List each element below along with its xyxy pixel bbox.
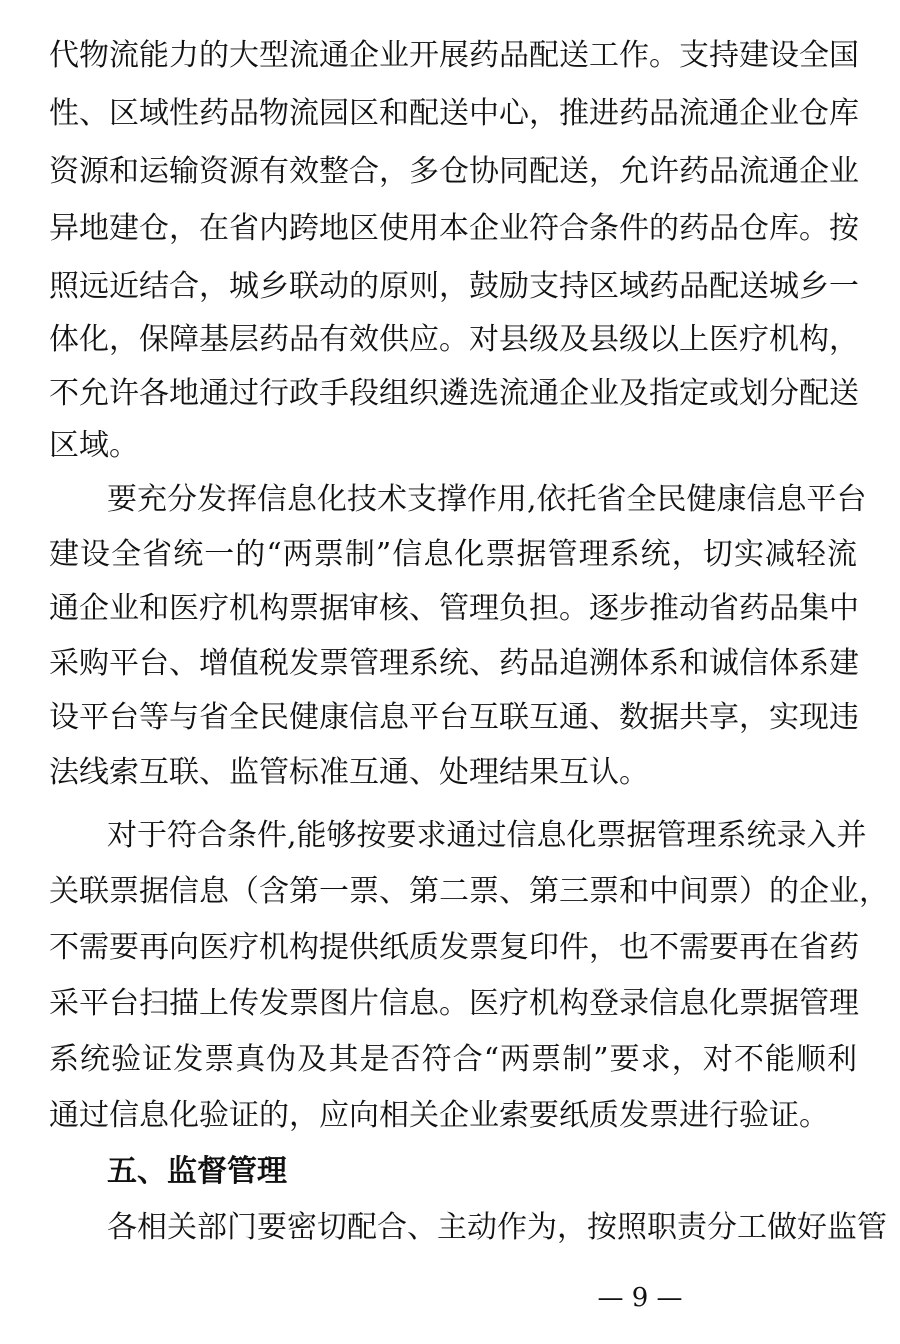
text-line: 系统验证发票真伪及其是否符合“两票制”要求，对不能顺利 — [49, 1042, 857, 1077]
text-line: 采平台扫描上传发票图片信息。医疗机构登录信息化票据管理 — [49, 986, 859, 1021]
text-line: 建设全省统一的“两票制”信息化票据管理系统，切实减轻流 — [49, 537, 857, 572]
text-line: 通企业和医疗机构票据审核、管理负担。逐步推动省药品集中 — [49, 591, 859, 626]
page-number: — 9 — — [597, 1283, 683, 1313]
text-line: 各相关部门要密切配合、主动作为，按照职责分工做好监管 — [107, 1210, 887, 1245]
text-line: 照远近结合，城乡联动的原则，鼓励支持区域药品配送城乡一 — [49, 269, 859, 304]
text-line: 通过信息化验证的，应向相关企业索要纸质发票进行验证。 — [49, 1098, 829, 1133]
text-line: 不允许各地通过行政手段组织遴选流通企业及指定或划分配送 — [49, 376, 859, 411]
text-line: 法线索互联、监管标准互通、处理结果互认。 — [49, 755, 649, 790]
text-line: 要充分发挥信息化技术支撑作用,依托省全民健康信息平台 — [107, 482, 867, 517]
text-line: 资源和运输资源有效整合，多仓协同配送，允许药品流通企业 — [49, 154, 859, 189]
text-line: 采购平台、增值税发票管理系统、药品追溯体系和诚信体系建 — [49, 646, 859, 681]
text-line: 体化，保障基层药品有效供应。对县级及县级以上医疗机构， — [49, 322, 859, 357]
text-line: 区域。 — [49, 428, 139, 463]
text-line: 异地建仓，在省内跨地区使用本企业符合条件的药品仓库。按 — [49, 211, 859, 246]
text-line: 对于符合条件,能够按要求通过信息化票据管理系统录入并 — [107, 818, 867, 853]
text-line: 关联票据信息（含第一票、第二票、第三票和中间票）的企业， — [49, 874, 889, 909]
text-line: 不需要再向医疗机构提供纸质发票复印件，也不需要再在省药 — [49, 930, 859, 965]
section-heading: 五、监督管理 — [107, 1154, 287, 1189]
text-line: 性、区域性药品物流园区和配送中心，推进药品流通企业仓库 — [49, 96, 859, 131]
text-line: 设平台等与省全民健康信息平台互联互通、数据共享，实现违 — [49, 700, 859, 735]
text-line: 代物流能力的大型流通企业开展药品配送工作。支持建设全国 — [49, 38, 859, 73]
